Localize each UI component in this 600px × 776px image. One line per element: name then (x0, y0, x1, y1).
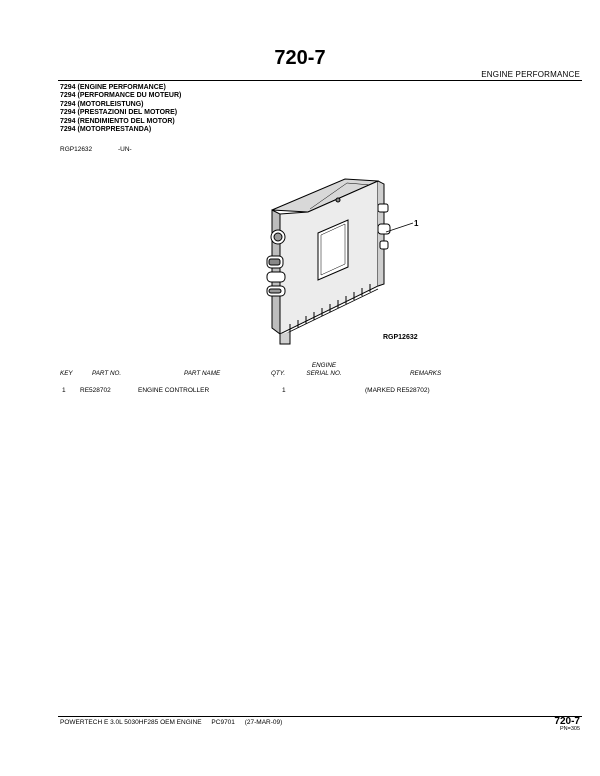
title-french: 7294 (PERFORMANCE DU MOTEUR) (60, 92, 182, 100)
col-header-qty: QTY. (271, 370, 286, 377)
table-row-qty: 1 (282, 387, 286, 394)
col-header-engine-line2: SERIAL NO. (306, 369, 342, 377)
col-header-remarks: REMARKS (410, 370, 442, 377)
footer-rule (58, 716, 582, 717)
col-header-part-name: PART NAME (184, 370, 221, 377)
reference-line (60, 146, 132, 153)
title-italian: 7294 (PRESTAZIONI DEL MOTORE) (60, 109, 178, 117)
title-german: 7294 (MOTORLEISTUNG) (60, 100, 144, 108)
reference-status: -UN- (118, 146, 132, 153)
footer-catalog: PC9701 (211, 719, 235, 726)
reference-code: RGP12632 (60, 146, 93, 153)
title-swedish: 7294 (MOTORPRESTANDA) (60, 126, 152, 134)
col-header-engine-line1: ENGINE (311, 362, 337, 369)
title-english: 7294 (ENGINE PERFORMANCE) (60, 84, 166, 91)
header-rule (58, 80, 582, 81)
engine-controller-illustration (250, 176, 450, 351)
page-title: 720-7 (274, 47, 326, 69)
footer-info (60, 719, 290, 726)
table-row-remarks: (MARKED RE528702) (365, 387, 430, 394)
title-block (60, 84, 181, 134)
footer-page-number: 720-7 (554, 716, 580, 727)
footer-pn: PN=305 (559, 726, 580, 732)
footer-date: (27-MAR-09) (244, 719, 283, 726)
callout-number: 1 (414, 219, 419, 228)
footer-engine: POWERTECH E 3.0L 5030HF285 OEM ENGINE (60, 719, 202, 726)
col-header-engine-serial (294, 362, 354, 377)
col-header-key: KEY (60, 370, 73, 377)
table-row-key: 1 (62, 387, 66, 394)
table-row-part-name: ENGINE CONTROLLER (138, 387, 210, 394)
col-header-part-no: PART NO. (92, 370, 122, 377)
figure-code: RGP12632 (383, 334, 418, 341)
title-spanish: 7294 (RENDIMIENTO DEL MOTOR) (60, 117, 175, 125)
section-label: ENGINE PERFORMANCE (481, 70, 580, 79)
table-row-part-no: RE528702 (80, 387, 111, 394)
